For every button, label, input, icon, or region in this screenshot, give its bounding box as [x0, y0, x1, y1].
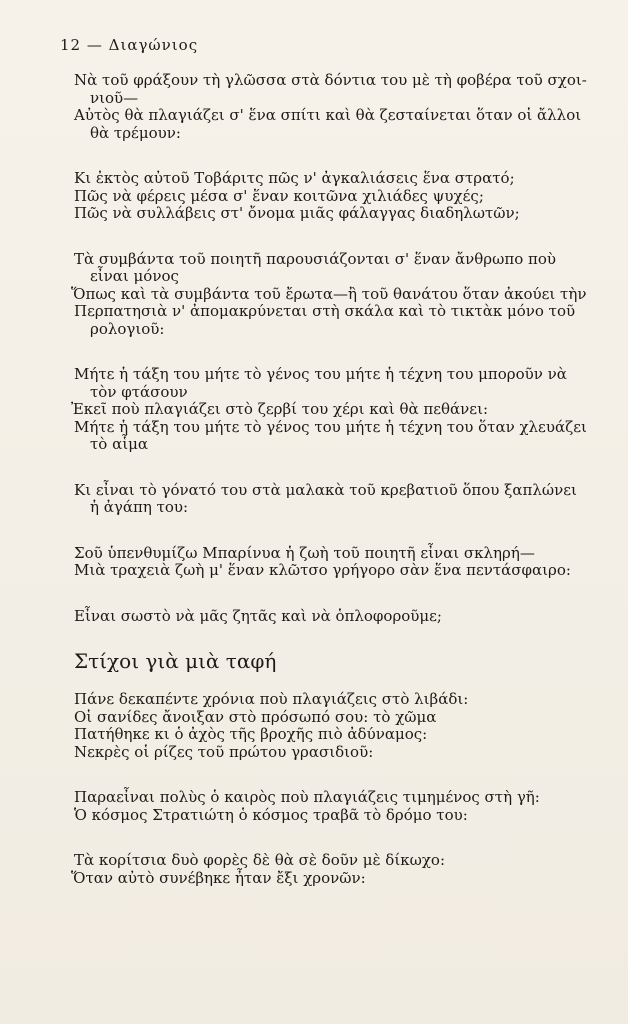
verse-line-continuation: εἶναι μόνος [90, 267, 179, 285]
stanza [71, 365, 594, 454]
stanza [74, 608, 594, 626]
verse-line-continuation: τὸν φτάσουν [90, 382, 188, 401]
stanza [74, 170, 594, 223]
verse-line-continuation: τὸ αἷμα [90, 435, 148, 453]
poem-title: Στίχοι γιὰ μιὰ ταφή [74, 649, 277, 673]
verse-line: Πάνε δεκαπέντε χρόνια ποὺ πλαγιάζεις στὸ λιβάδι: [74, 690, 469, 708]
verse-line-continuation: θὰ τρέμουν: [90, 123, 181, 142]
verse-line: Παραεἶναι πολὺς ὁ καιρὸς ποὺ πλαγιάζεις τιμημένος στὴ γῆ: [74, 788, 540, 806]
verse-line-continuation: ἡ ἀγάπη του: [90, 498, 189, 516]
verse-line: Περπατησιὰ ν' ἀπομακρύνεται στὴ σκάλα καὶ τὸ τικτὰκ μόνο τοῦ [74, 302, 576, 320]
stanza [71, 851, 594, 887]
verse-line: Νεκρὲς οἱ ρίζες τοῦ πρώτου γρασιδιοῦ: [74, 742, 374, 761]
stanza [74, 545, 594, 580]
verse-line: Μιὰ τραχειὰ ζωὴ μ' ἕναν κλῶτσο γρήγορο σὰν ἕνα πεντάσφαιρο: [74, 561, 571, 579]
verse-line: Ὅπως καὶ τὰ συμβάντα τοῦ ἔρωτα—ἢ τοῦ θανάτου ὅταν ἀκούει τὴν [71, 284, 587, 303]
verse-line: Ὅταν αὐτὸ συνέβηκε ἦταν ἔξι χρονῶν: [71, 868, 366, 887]
running-head: 12 — Διαγώνιος [60, 36, 199, 54]
verse-line: Σοῦ ὑπενθυμίζω Μπαρίνυα ἡ ζωὴ τοῦ ποιητῆ εἶναι σκληρή— [74, 543, 535, 562]
stanza [74, 482, 594, 517]
verse-line-continuation: ρολογιοῦ: [90, 319, 165, 338]
verse-line: Κι ἐκτὸς αὐτοῦ Τοβάριτς πῶς ν' ἀγκαλιάσεις ἕνα στρατό; [74, 169, 515, 187]
stanza [71, 249, 594, 339]
verse-line: Πατήθηκε κι ὁ ἀχὸς τῆς βροχῆς πιὸ ἀδύναμος: [74, 725, 428, 743]
verse-line: Μήτε ἡ τάξη του μήτε τὸ γένος του μήτε ἡ τέχνη του ὅταν χλευάζει [74, 417, 587, 436]
stanza [74, 691, 594, 761]
verse-line: Νὰ τοῦ φράξουν τὴ γλῶσσα στὰ δόντια του μὲ τὴ φοβέρα τοῦ σχοι- [74, 71, 587, 89]
verse-line: Πῶς νὰ φέρεις μέσα σ' ἕναν κοιτῶνα χιλιάδες ψυχές; [74, 186, 484, 205]
stanza [74, 72, 594, 142]
stanza [74, 789, 594, 824]
verse-line: Μήτε ἡ τάξη του μήτε τὸ γένος του μήτε ἡ τέχνη του μποροῦν νὰ [74, 365, 567, 383]
verse-line: Τὰ συμβάντα τοῦ ποιητῆ παρουσιάζονται σ' ἕναν ἄνθρωπο ποὺ [74, 249, 557, 268]
verse-line: Εἶναι σωστὸ νὰ μᾶς ζητᾶς καὶ νὰ ὁπλοφοροῦμε; [74, 606, 442, 625]
verse-line: Τὰ κορίτσια δυὸ φορὲς δὲ θὰ σὲ δοῦν μὲ δίκωχο: [74, 851, 446, 869]
verse-line: Κι εἶναι τὸ γόνατό του στὰ μαλακὰ τοῦ κρεβατιοῦ ὅπου ξαπλώνει [74, 480, 577, 499]
verse-line: Πῶς νὰ συλλάβεις στ' ὄνομα μιᾶς φάλαγγας διαδηλωτῶν; [74, 204, 520, 222]
verse-line: Οἱ σανίδες ἄνοιξαν στὸ πρόσωπό σου: τὸ χῶμα [74, 707, 437, 726]
verse-line: Ὁ κόσμος Στρατιώτη ὁ κόσμος τραβᾶ τὸ δρόμο του: [74, 805, 468, 824]
verse-line: Ἐκεῖ ποὺ πλαγιάζει στὸ ζερβί του χέρι καὶ θὰ πεθάνει: [71, 400, 489, 418]
poem-text [71, 71, 594, 915]
verse-line: Αὐτὸς θὰ πλαγιάζει σ' ἕνα σπίτι καὶ θὰ ζεσταίνεται ὅταν οἱ ἄλλοι [74, 106, 582, 124]
verse-line-continuation: νιοῦ— [90, 88, 139, 107]
